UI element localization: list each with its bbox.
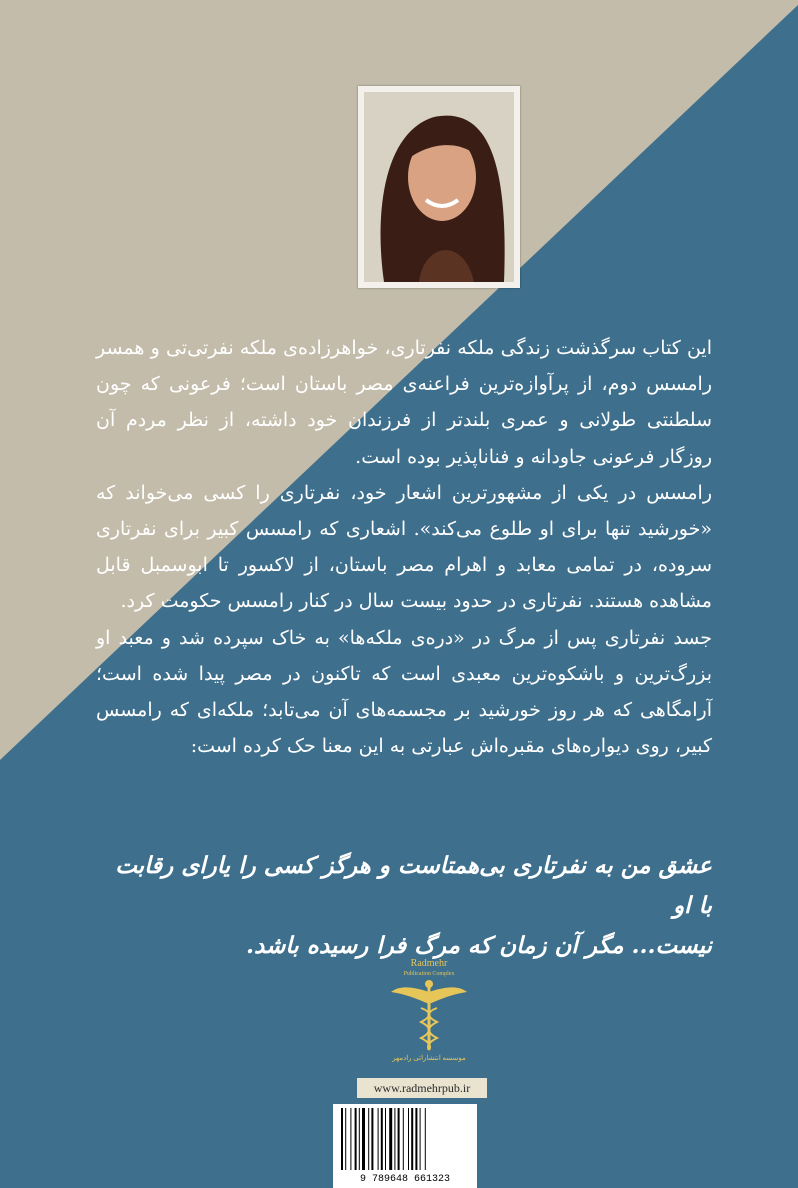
logo-name: Radmehr [410,958,448,969]
barcode-bar [368,1108,369,1170]
barcode-bar [411,1108,413,1170]
barcode-digits: 9 789648 661323 [359,1174,450,1185]
quote-line-1: عشق من به نفرتاری بی‌همتاست و هرگز کسی را یارای رقابت با او [115,852,712,919]
publisher-website: www.radmehrpub.ir [357,1078,487,1098]
logo-subtitle: Publication Complex [403,971,455,977]
synopsis-paragraph-2: رامسس در یکی از مشهورترین اشعار خود، نفرتاری را کسی می‌خواند که «خورشید تنها برای او طلوع می‌کند». اشعاری که رامسس کبیر برای نفرتاری سروده، در تمامی معابد و اهرام مصر باستان، از لاکسور تا ابوسمبل قابل مشاهده هستند. نفرتاری در حدود بیست سال در کنار رامسس حکومت کرد. [96,481,712,613]
barcode-bar [408,1108,409,1170]
barcode-bar [420,1108,421,1170]
synopsis-paragraph-1: این کتاب سرگذشت زندگی ملکه نفرتاری، خواهرزاده‌ی ملکه نفرتی‌تی و همسر رامسس دوم، از پرآوازه‌ترین فراعنه‌ی مصر باستان است؛ فرعونی که چون سلطنتی طولانی و عمری بلندتر از فرزندان خود داشته، از نظر مردم آن روزگار فرعونی جاودانه و فناناپذیر بوده است. [96,337,712,468]
barcode-bar [425,1108,426,1170]
barcode-bar [378,1108,379,1170]
barcode-bar [359,1108,360,1170]
barcode-bar [389,1108,392,1170]
barcode-bar [345,1108,346,1170]
barcode-bar [371,1108,373,1170]
quote-line-2: نیست... مگر آن زمان که مرگ فرا رسیده باشد. [246,932,712,959]
caduceus-icon [381,958,477,1068]
author-photo [358,86,520,288]
barcode-bar [355,1108,357,1170]
barcode-bar [415,1108,417,1170]
synopsis-text [96,330,712,764]
portrait-image [364,92,514,282]
logo-persian-name: موسسه انتشاراتی رادمهر [392,1054,466,1062]
synopsis-paragraph-3: جسد نفرتاری پس از مرگ در «دره‌ی ملکه‌ها» به خاک سپرده شد و معبد او بزرگ‌ترین و باشکوه‌ترین معبدی است که تاکنون در مصر پیدا شده است؛ آرامگاهی که هر روز خورشید بر مجسمه‌های آن می‌تابد؛ ملکه‌ای که رامسس کبیر، روی دیواره‌های مقبره‌اش عبارتی به این معنا حک کرده است: [96,626,712,758]
barcode-bar [341,1108,343,1170]
barcode-bars [339,1108,471,1170]
barcode-bar [362,1108,365,1170]
epitaph-quote [96,846,712,966]
barcode-bar [398,1108,400,1170]
publisher-logo [381,958,477,1068]
barcode-bar [350,1108,351,1170]
barcode-bar [385,1108,386,1170]
barcode-bar [403,1108,404,1170]
barcode-bar [394,1108,395,1170]
barcode-bar [381,1108,383,1170]
isbn-barcode [333,1104,477,1188]
